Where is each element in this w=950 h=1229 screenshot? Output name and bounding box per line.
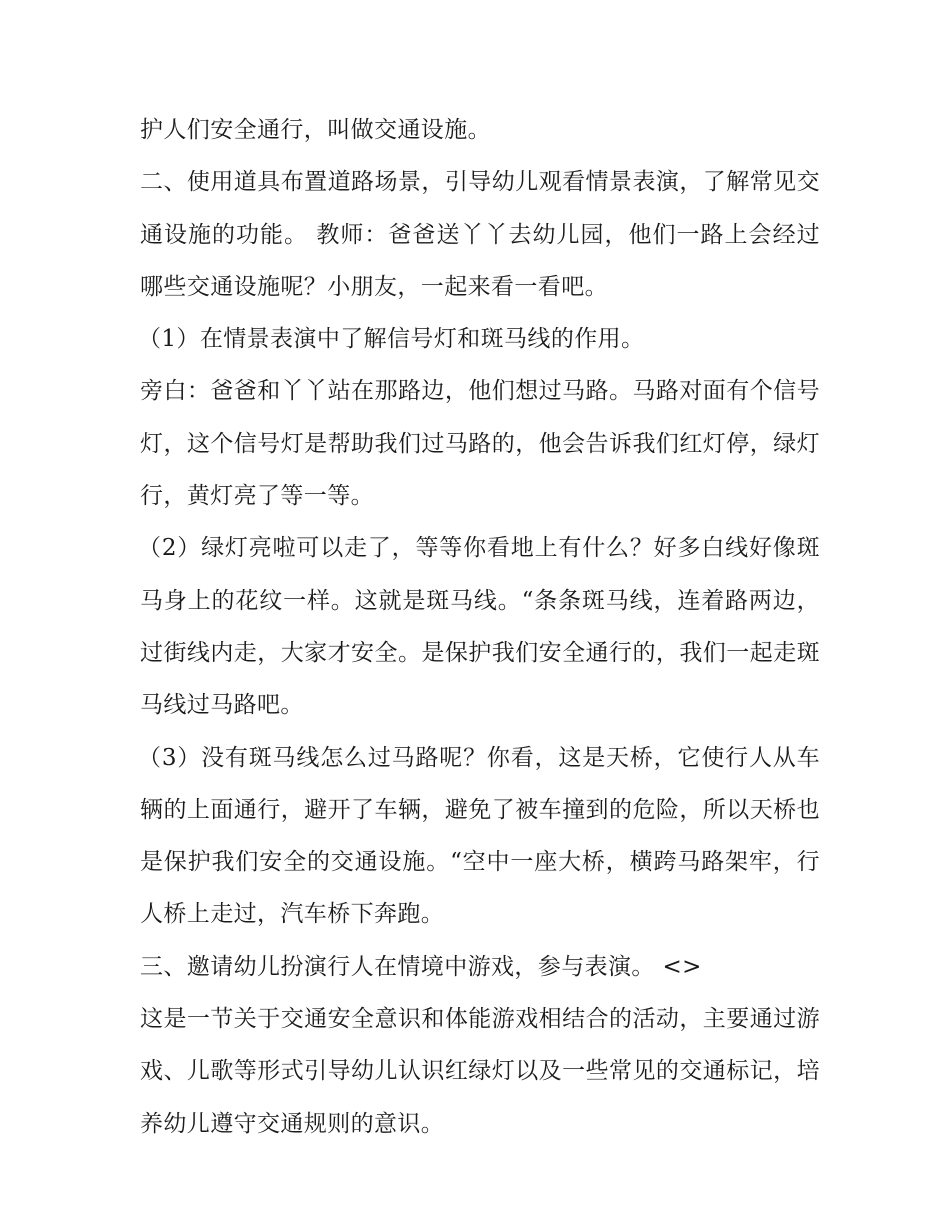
- paragraph-section-two: 二、使用道具布置道路场景，引导幼儿观看情景表演，了解常见交通设施的功能。 教师：爸爸送丫丫去幼儿园，他们一路上会经过哪些交通设施呢？小朋友，一起来看一看吧。: [140, 169, 820, 300]
- paragraph-section-three: 三、邀请幼儿扮演行人在情境中游戏，参与表演。 <>: [140, 953, 702, 980]
- paragraph-step-1: （1）在情景表演中了解信号灯和斑马线的作用。: [138, 326, 645, 353]
- paragraph-step-3: （3）没有斑马线怎么过马路呢？你看，这是天桥，它使行人从车辆的上面通行，避开了车辆，避免了被车撞到的危险，所以天桥也是保护我们安全的交通设施。“空中一座大桥，横跨马路架牢，行人桥上走过，汽车桥下奔跑。: [138, 744, 820, 928]
- document-body: [140, 104, 820, 1150]
- paragraph-step-2: （2）绿灯亮啦可以走了，等等你看地上有什么？好多白线好像斑马身上的花纹一样。这就是斑马线。“条条斑马线，连着路两边，过街线内走，大家才安全。是保护我们安全通行的，我们一起走斑马线过马路吧。: [138, 535, 820, 719]
- paragraph-continuation: 护人们安全通行，叫做交通设施。: [140, 117, 491, 143]
- paragraph-summary: 这是一节关于交通安全意识和体能游戏相结合的活动，主要通过游戏、儿歌等形式引导幼儿认识红绿灯以及一些常见的交通标记，培养幼儿遵守交通规则的意识。: [140, 1006, 820, 1137]
- paragraph-narration: 旁白：爸爸和丫丫站在那路边，他们想过马路。马路对面有个信号灯，这个信号灯是帮助我们过马路的，他会告诉我们红灯停，绿灯行，黄灯亮了等一等。: [140, 378, 820, 510]
